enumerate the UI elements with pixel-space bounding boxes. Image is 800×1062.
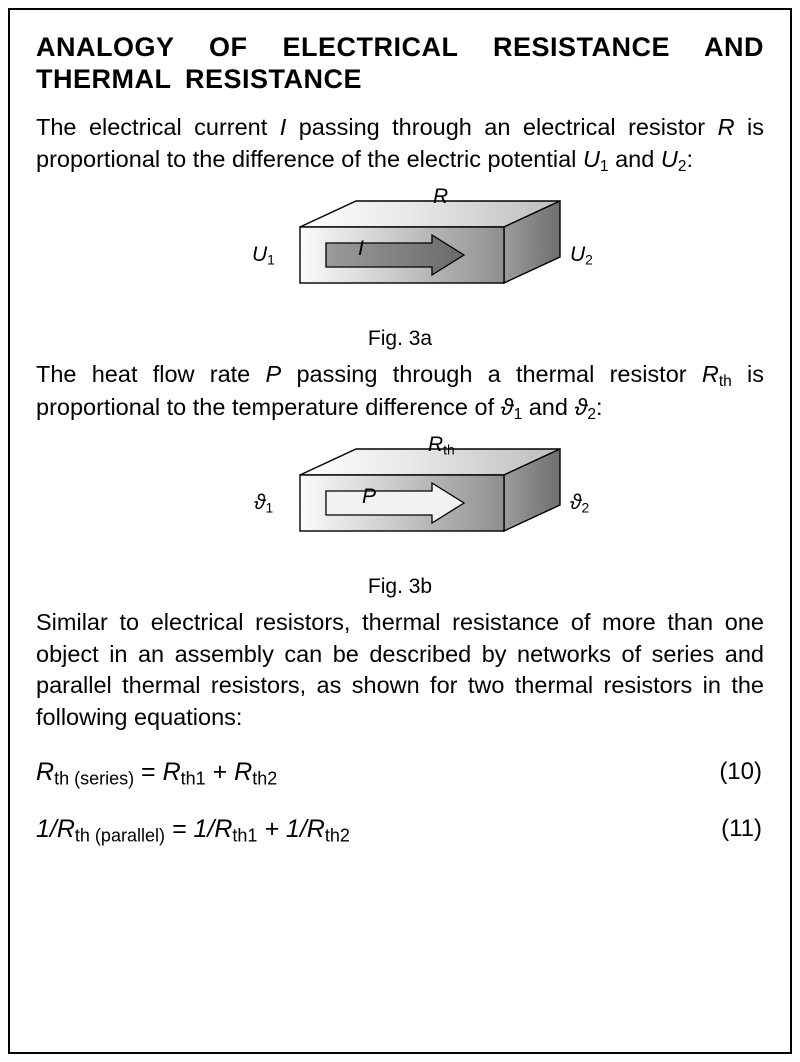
equation-10-body: $R_{th (series)} = R_{th1} + R_{th2}$: [36, 758, 278, 789]
text-fragment: and: [522, 393, 575, 420]
equation-11: [36, 813, 764, 848]
subscript-2: 2: [677, 157, 687, 175]
figure-3b-label-right: $ϑ_2$: [570, 490, 590, 516]
symbol-potential-2: U: [660, 145, 678, 172]
figure-3a-label-arrow: I: [358, 236, 364, 260]
page-title: ANALOGY OF ELECTRICAL RESISTANCE AND THERMAL RESISTANCE: [36, 32, 764, 94]
figure-3a-canvas: [180, 185, 620, 321]
figure-3a-caption: Fig. 3a: [367, 326, 433, 350]
equation-10-number: (10): [719, 758, 762, 786]
paragraph-electrical-current: [36, 112, 764, 177]
text-fragment: The heat flow rate: [36, 360, 266, 387]
resistor-block-electrical-icon: [180, 185, 620, 321]
paragraph-heat-flow: [36, 359, 764, 425]
text-fragment: is proportional to the temperature difference of: [36, 360, 764, 420]
paragraph-networks: Similar to electrical resistors, thermal resistance of more than one object in an assembly can be described by networks of series and parallel thermal resistors, as shown for two thermal resistors in the following equations:: [36, 608, 764, 731]
figure-3b-label-left: $ϑ_1$: [254, 490, 274, 516]
figure-3b-label-arrow: P: [362, 484, 377, 508]
text-fragment: passing through an electrical resistor: [286, 113, 718, 140]
subscript-1: 1: [599, 157, 609, 175]
content-frame: [8, 8, 792, 1054]
symbol-temperature-2: ϑ: [574, 393, 588, 420]
text-fragment: passing through a thermal resistor: [281, 360, 702, 387]
figure-3a: [36, 185, 764, 351]
symbol-current: I: [279, 113, 287, 140]
figure-3a-label-top: R: [433, 184, 449, 208]
resistor-block-thermal-icon: [180, 433, 620, 569]
symbol-thermal-resistance: R: [701, 360, 719, 387]
equation-11-number: (11): [721, 815, 762, 843]
text-fragment: :: [686, 145, 693, 172]
subscript-th: th: [718, 372, 732, 390]
figure-3b-caption: Fig. 3b: [367, 574, 433, 598]
equation-11-body: $1/R_{th (parallel)} = 1/R_{th1} + 1/R_{th2}$: [36, 815, 350, 846]
figure-3a-label-right: $U_2$: [570, 242, 593, 268]
figure-3b-label-top: $R_{th}$: [428, 432, 455, 458]
text-fragment: and: [608, 145, 661, 172]
equation-10: [36, 756, 764, 791]
symbol-potential-1: U: [582, 145, 600, 172]
figure-3b: [36, 433, 764, 599]
figure-3a-label-left: $U_1$: [252, 242, 275, 268]
text-fragment: :: [596, 393, 603, 420]
symbol-temperature-1: ϑ: [500, 393, 514, 420]
figure-3b-canvas: [180, 433, 620, 569]
subscript-1: 1: [513, 405, 523, 423]
text-fragment: The electrical current: [36, 113, 280, 140]
symbol-power: P: [265, 360, 282, 387]
subscript-2: 2: [587, 405, 597, 423]
text-fragment: is proportional to the difference of the electric potential: [36, 113, 764, 172]
symbol-resistance: R: [717, 113, 735, 140]
